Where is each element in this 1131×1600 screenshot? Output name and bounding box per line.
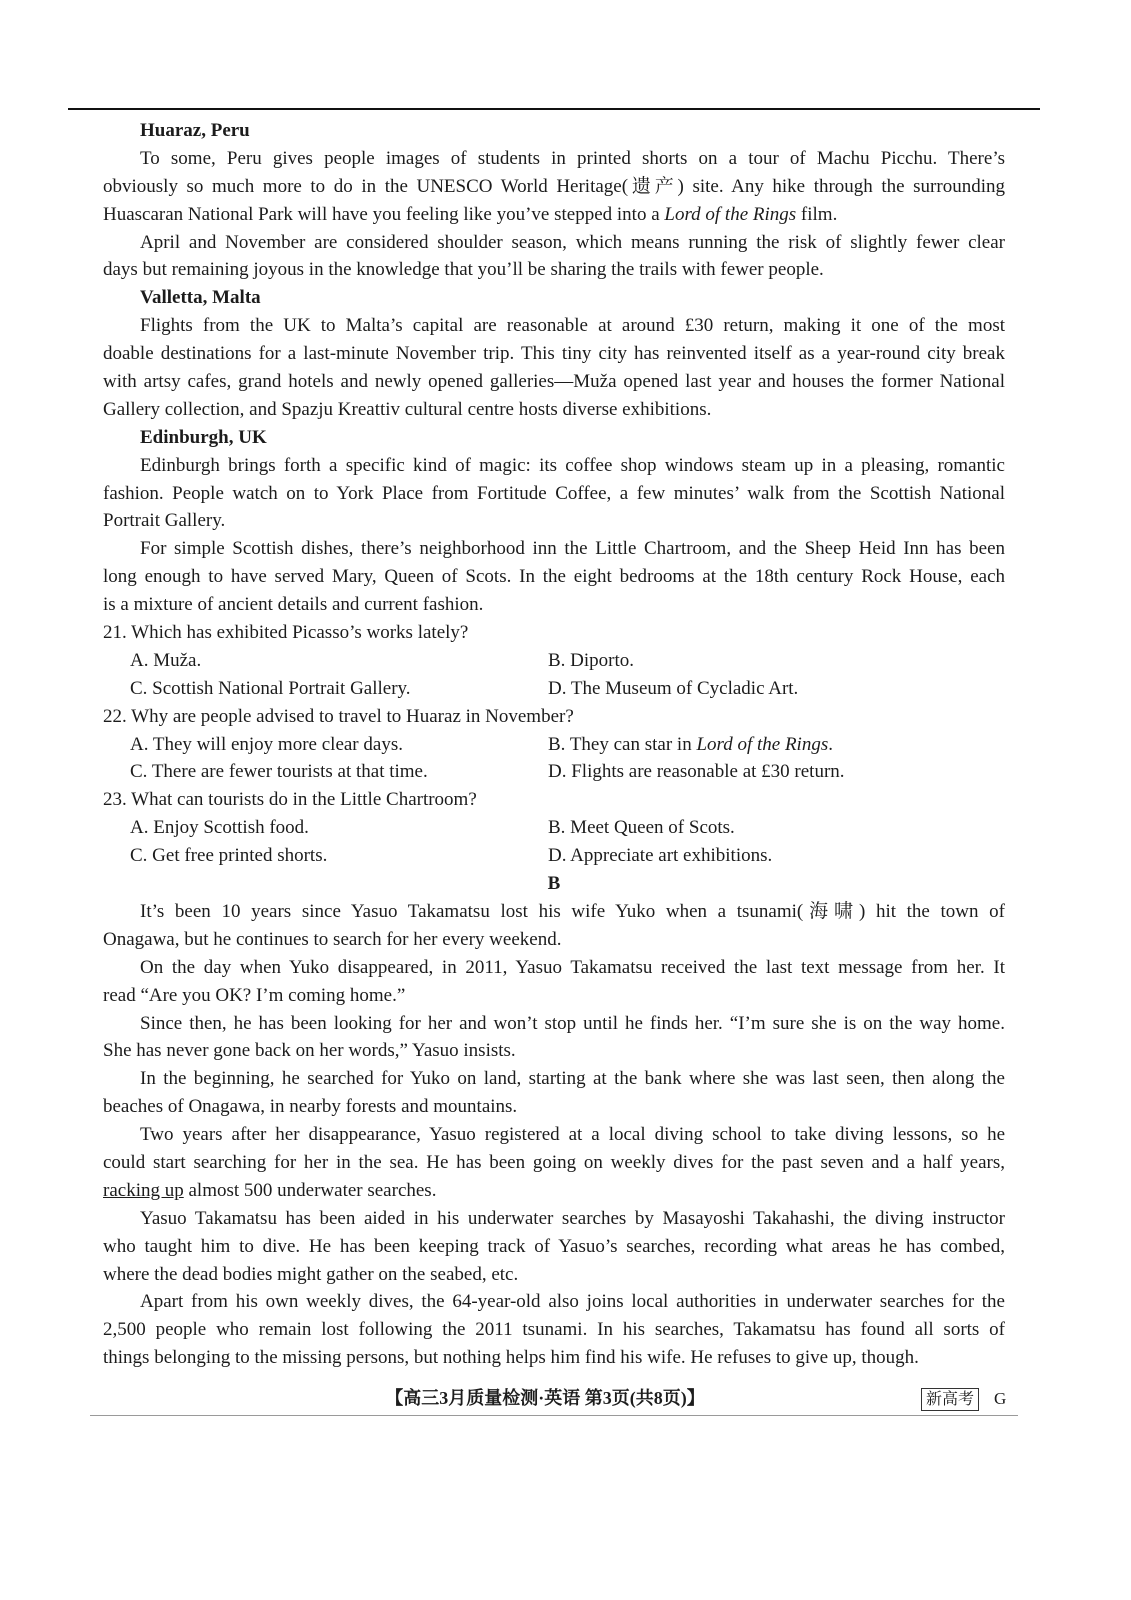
paragraph-line: Onagawa, but he continues to search for her every weekend. <box>103 928 562 950</box>
header-rule <box>68 108 1040 110</box>
paragraph-line: beaches of Onagawa, in nearby forests and mountains. <box>103 1096 518 1118</box>
page-footer-title: 【高三3月质量检测·英语 第3页(共8页)】 <box>385 1388 705 1408</box>
paragraph-line: In the beginning, he searched for Yuko on land, starting at the bank where she was last seen, then along the <box>140 1068 1005 1090</box>
option-a: A. Enjoy Scottish food. <box>130 817 309 839</box>
footer-rule <box>90 1415 1018 1416</box>
option-b <box>548 731 833 759</box>
paragraph-line: Flights from the UK to Malta’s capital are reasonable at around £30 return, making it one of the most <box>140 315 1005 337</box>
paragraph-line: April and November are considered shoulder season, which means running the risk of slightly fewer clear <box>140 231 1005 253</box>
option-d: D. Flights are reasonable at £30 return. <box>548 761 845 783</box>
paragraph-line: is a mixture of ancient details and current fashion. <box>103 594 484 616</box>
paragraph-line: To some, Peru gives people images of students in printed shorts on a tour of Machu Picchu. There’s <box>140 147 1005 169</box>
option-row <box>103 675 1005 703</box>
paragraph-line: Apart from his own weekly dives, the 64-year-old also joins local authorities in underwater searches for the <box>140 1291 1005 1313</box>
paragraph-line: days but remaining joyous in the knowledge that you’ll be sharing the trails with fewer people. <box>103 259 824 281</box>
paragraph-line: Since then, he has been looking for her and won’t stop until he finds her. “I’m sure she is on the way home. <box>140 1012 1005 1034</box>
version-letter: G <box>994 1389 1007 1408</box>
paragraph-line: Two years after her disappearance, Yasuo registered at a local diving school to take diving lessons, so he <box>140 1124 1005 1146</box>
text-segment: almost 500 underwater searches. <box>183 1179 437 1201</box>
option-d: D. Appreciate art exhibitions. <box>548 845 773 867</box>
question-stem: 21. Which has exhibited Picasso’s works lately? <box>103 622 469 644</box>
option-row <box>103 814 1005 842</box>
paragraph-line: For simple Scottish dishes, there’s neighborhood inn the Little Chartroom, and the Sheep Heid Inn has been <box>140 538 1005 560</box>
paragraph-line <box>103 1177 1005 1205</box>
question-stem: 23. What can tourists do in the Little Chartroom? <box>103 789 477 811</box>
option-a: A. Muža. <box>130 649 202 671</box>
paragraph-line: Yasuo Takamatsu has been aided in his underwater searches by Masayoshi Takahashi, the diving instructor <box>140 1207 1005 1229</box>
option-d: D. The Museum of Cycladic Art. <box>548 677 799 699</box>
text-segment: Huascaran National Park will have you feeling like you’ve stepped into a <box>103 203 665 225</box>
book-title: Lord of the Rings <box>696 733 829 755</box>
exam-type-badge: 新高考 <box>921 1388 979 1411</box>
paragraph-line: things belonging to the missing persons, but nothing helps him find his wife. He refuses to give up, though. <box>103 1347 919 1369</box>
page-body <box>103 117 1005 1372</box>
section-heading: Valletta, Malta <box>140 287 261 309</box>
option-row <box>103 758 1005 786</box>
section-heading: Edinburgh, UK <box>140 426 267 448</box>
paragraph-line: long enough to have served Mary, Queen of Scots. In the eight bedrooms at the 18th century Rock House, each <box>103 566 1005 588</box>
paragraph-line: who taught him to dive. He has been keeping track of Yasuo’s searches, recording what areas he has combed, <box>103 1235 1005 1257</box>
option-b: B. Meet Queen of Scots. <box>548 817 735 839</box>
section-heading: Huaraz, Peru <box>140 120 250 141</box>
paragraph-line: read “Are you OK? I’m coming home.” <box>103 984 406 1006</box>
option-a: A. They will enjoy more clear days. <box>130 733 403 755</box>
option-row <box>103 731 1005 759</box>
text-segment: . <box>828 733 833 755</box>
paragraph-line: doable destinations for a last-minute November trip. This tiny city has reinvented itself as a year-round city break <box>103 343 1005 365</box>
option-c: C. There are fewer tourists at that time. <box>130 761 428 783</box>
option-row <box>103 842 1005 870</box>
text-segment: B. They can star in <box>548 733 697 755</box>
underlined-phrase: racking up <box>103 1179 184 1201</box>
paragraph-line: Portrait Gallery. <box>103 510 226 532</box>
paragraph-line: fashion. People watch on to York Place from Fortitude Coffee, a few minutes’ walk from the Scottish National <box>103 482 1005 504</box>
paragraph-line: where the dead bodies might gather on the seabed, etc. <box>103 1263 519 1285</box>
text-segment: film. <box>796 203 838 225</box>
option-row <box>103 647 1005 675</box>
paragraph-line: Gallery collection, and Spazju Kreattiv cultural centre hosts diverse exhibitions. <box>103 398 712 420</box>
paragraph-line: could start searching for her in the sea. He has been going on weekly dives for the past seven and a half years, <box>103 1151 1005 1173</box>
paragraph-line: She has never gone back on her words,” Yasuo insists. <box>103 1040 516 1062</box>
paragraph-line: On the day when Yuko disappeared, in 2011, Yasuo Takamatsu received the last text message from her. It <box>140 956 1005 978</box>
paragraph-line: with artsy cafes, grand hotels and newly opened galleries—Muža opened last year and houses the former National <box>103 371 1005 393</box>
paragraph-line: Edinburgh brings forth a specific kind of magic: its coffee shop windows steam up in a pleasing, romantic <box>140 454 1005 476</box>
option-b: B. Diporto. <box>548 649 635 671</box>
paragraph-line: It’s been 10 years since Yasuo Takamatsu lost his wife Yuko when a tsunami(海啸) hit the town of <box>140 900 1005 922</box>
paragraph-line: 2,500 people who remain lost following the 2011 tsunami. In his searches, Takamatsu has found all sorts of <box>103 1319 1005 1341</box>
paragraph-line: obviously so much more to do in the UNESCO World Heritage(遗产) site. Any hike through the surrounding <box>103 175 1005 197</box>
paragraph-line <box>103 201 1005 229</box>
option-c: C. Get free printed shorts. <box>130 845 328 867</box>
option-c: C. Scottish National Portrait Gallery. <box>130 677 411 699</box>
book-title: Lord of the Rings <box>664 203 797 225</box>
question-stem: 22. Why are people advised to travel to Huaraz in November? <box>103 705 574 727</box>
passage-label: B <box>547 873 561 895</box>
